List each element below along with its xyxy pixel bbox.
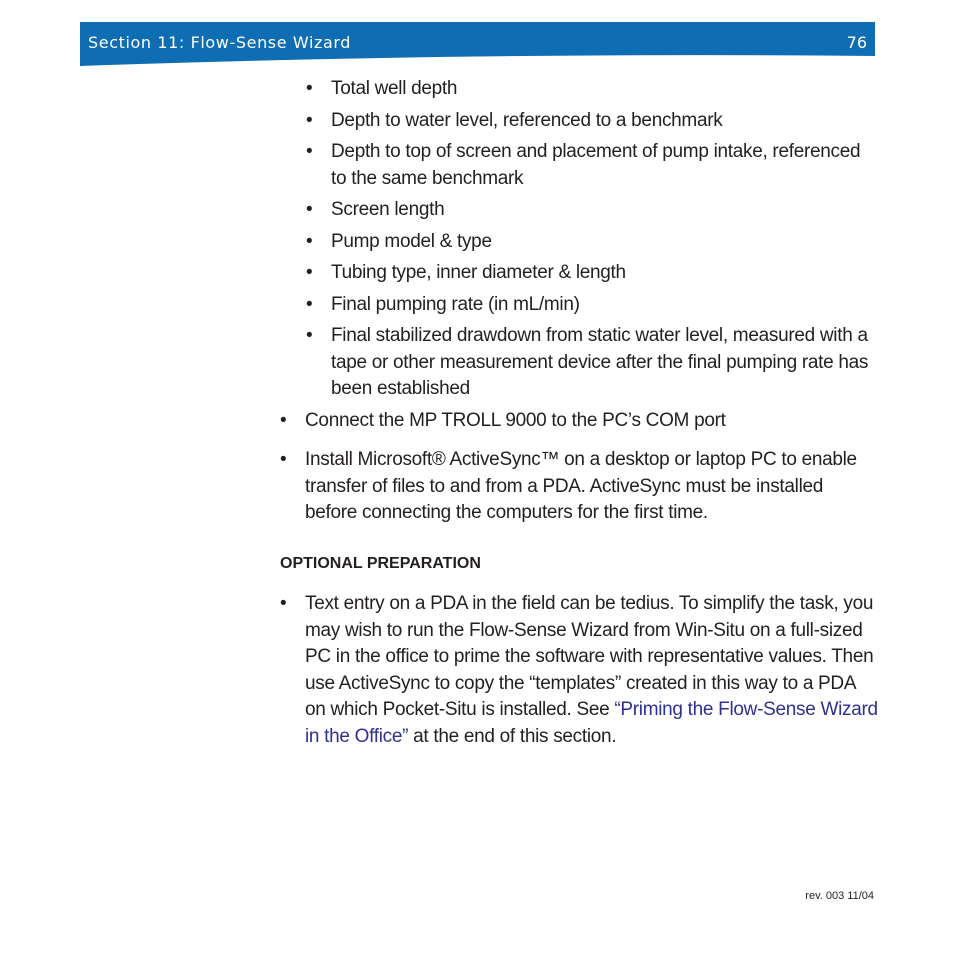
list-item [280, 591, 880, 750]
list-item: • Depth to water level, referenced to a benchmark [280, 108, 880, 135]
list-item: • Depth to top of screen and placement of pump intake, referenced to the same benchmark [280, 139, 880, 192]
list-item: • Tubing type, inner diameter & length [280, 260, 880, 287]
optional-preparation-heading: OPTIONAL PREPARATION [280, 554, 481, 572]
list-item: • Connect the MP TROLL 9000 to the PC’s COM port [280, 408, 880, 435]
list-item: • Screen length [280, 197, 880, 224]
page-number: 76 [846, 33, 867, 52]
optional-bullet-list [280, 591, 880, 750]
list-item: • Total well depth [280, 76, 880, 103]
list-item: • Install Microsoft® ActiveSync™ on a desktop or laptop PC to enable transfer of files to and from a PDA. ActiveSync must be installed before connecting the computers for the first time. [280, 447, 880, 527]
list-item: • Final pumping rate (in mL/min) [280, 292, 880, 319]
optional-text-after: at the end of this section. [408, 725, 617, 747]
sub-bullet-list [280, 76, 880, 403]
list-item: • Final stabilized drawdown from static water level, measured with a tape or other measurement device after the final pumping rate has been established [280, 323, 880, 403]
list-item: • Pump model & type [280, 229, 880, 256]
page-content [280, 76, 880, 750]
revision-footer: rev. 003 11/04 [805, 890, 874, 902]
optional-text-before: Text entry on a PDA in the field can be tedius. To simplify the task, you may wish to run the Flow-Sense Wizard from Win-Situ on a full-sized PC in the office to prime the software with representative values. Then use ActiveSync to copy the “templates” created in this way to a PDA on which Pocket-Situ is installed. See [305, 593, 874, 720]
section-title: Section 11: Flow-Sense Wizard [88, 33, 352, 52]
main-bullet-list [280, 408, 880, 527]
section-header [80, 22, 875, 66]
priming-section-link[interactable]: “Priming the Flow-Sense Wizard in the Office” [305, 699, 878, 747]
